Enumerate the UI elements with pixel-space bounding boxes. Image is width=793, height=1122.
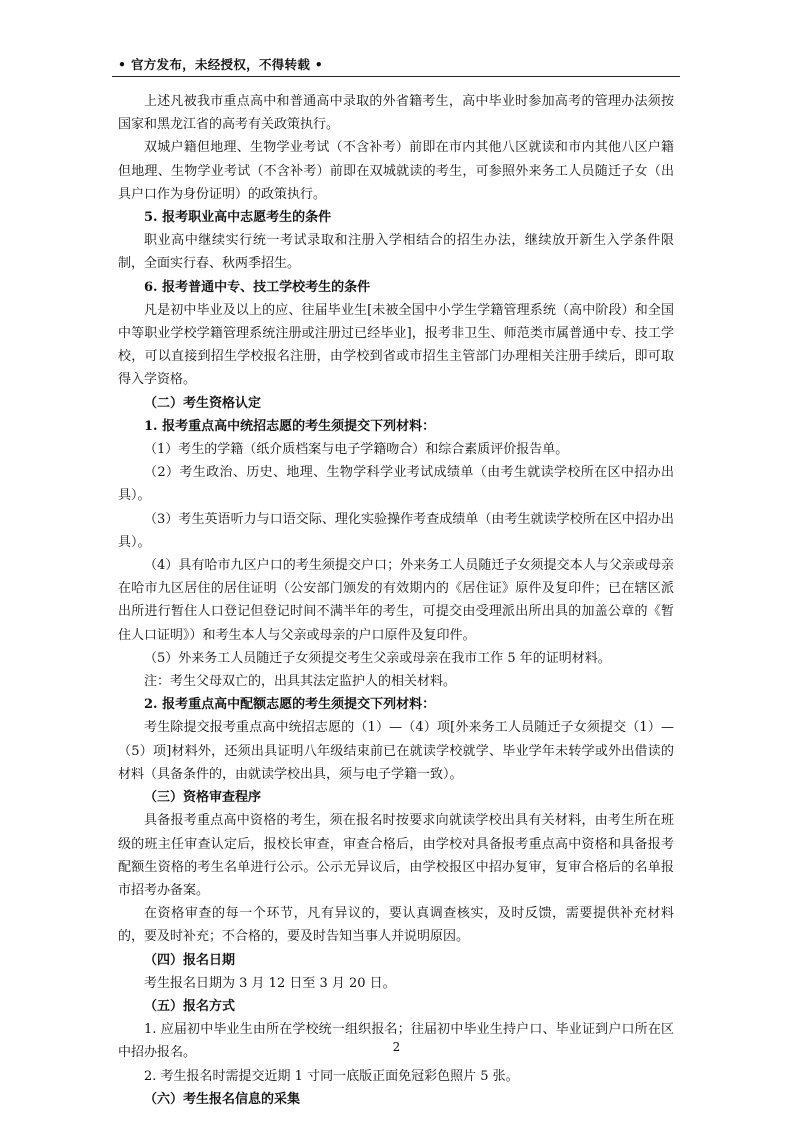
section-heading: （六）考生报名信息的采集 bbox=[144, 1091, 301, 1107]
page-number: 2 bbox=[392, 1040, 401, 1054]
section-heading: （五）报名方式 bbox=[144, 998, 236, 1014]
body-paragraph: 注：考生父母双亡的，出具其法定监护人的相关材料。 bbox=[144, 674, 457, 690]
body-paragraph: （5）外来务工人员随迁子女须提交考生父亲或母亲在我市工作 5 年的证明材料。 bbox=[144, 650, 611, 666]
body-paragraph: 双城户籍但地理、生物学业考试（不含补考）前即在市内其他八区就读和市内其他八区户籍但地理、生物学业考试（不含补考）前即在双城就读的考生，可参照外来务工人员随迁子女（出具户口作为身份证明）的政策执行。 bbox=[118, 140, 674, 202]
body-paragraph: （4）具有哈市九区户口的考生须提交户口；外来务工人员随迁子女须提交本人与父亲或母亲在哈市九区居住的居住证明（公安部门颁发的有效期内的《居住证》原件及复印件；已在辖区派出所进行暂住人口登记但登记时间不满半年的考生，可提交由受理派出所出具的加盖公章的《暂住人口证明》）和考生本人与父亲或母亲的户口原件及复印件。 bbox=[118, 558, 674, 643]
body-paragraph: 职业高中继续实行统一考试录取和注册入学相结合的招生办法，继续放开新生入学条件限制，全面实行春、秋两季招生。 bbox=[118, 233, 674, 272]
body-paragraph: 凡是初中毕业及以上的应、往届毕业生[未被全国中小学生学籍管理系统（高中阶段）和全国中等职业学校学籍管理系统注册或注册过已经毕业]，报考非卫生、师范类市属普通中专、技工学校，可以直接到招生学校报名注册，由学校到省或市招生主管部门办理相关注册手续后，即可取得入学资格。 bbox=[118, 302, 674, 388]
section-heading: 2. 报考重点高中配额志愿的考生须提交下列材料： bbox=[144, 697, 436, 713]
body-paragraph: （2）考生政治、历史、地理、生物学科学业考试成绩单（由考生就读学校所在区中招办出具）。 bbox=[118, 465, 674, 504]
body-paragraph: 考生报名日期为 3 月 12 日至 3 月 20 日。 bbox=[144, 975, 396, 991]
page-header: • 官方发布，未经授权，不得转载 • bbox=[118, 57, 324, 72]
body-paragraph: 1. 应届初中毕业生由所在学校统一组织报名；往届初中毕业生持户口、毕业证到户口所在区中招办报名。 bbox=[118, 1022, 674, 1061]
body-paragraph: 2. 考生报名时需提交近期 1 寸同一底版正面免冠彩色照片 5 张。 bbox=[144, 1068, 519, 1084]
section-heading: （四）报名日期 bbox=[144, 952, 236, 968]
section-heading: （三）资格审查程序 bbox=[144, 790, 262, 806]
body-paragraph: 在资格审查的每一个环节，凡有异议的，要认真调查核实，及时反馈，需要提供补充材料的，要及时补充；不合格的，要及时告知当事人并说明原因。 bbox=[118, 906, 674, 945]
body-paragraph: 具备报考重点高中资格的考生，须在报名时按要求向就读学校出具有关材料，由考生所在班级的班主任审查认定后，报校长审查，审查合格后，由学校对具备报考重点高中资格和具备报考配额生资格的考生名单进行公示。公示无异议后，由学校报区中招办复审，复审合格后的名单报市招考办备案。 bbox=[118, 813, 674, 898]
section-heading: 6. 报考普通中专、技工学校考生的条件 bbox=[144, 279, 371, 295]
body-paragraph: （1）考生的学籍（纸介质档案与电子学籍吻合）和综合素质评价报告单。 bbox=[144, 442, 569, 458]
body-paragraph: 考生除提交报考重点高中统招志愿的（1）—（4）项[外来务工人员随迁子女须提交（1）—（5）项]材料外，还须出具证明八年级结束前已在就读学校就学、毕业学年未转学或外出借读的材料（具备条件的，由就读学校出具，须与电子学籍一致）。 bbox=[118, 720, 674, 782]
section-heading: 5. 报考职业高中志愿考生的条件 bbox=[144, 210, 332, 226]
body-paragraph: 上述凡被我市重点高中和普通高中录取的外省籍考生，高中毕业时参加高考的管理办法须按国家和黑龙江省的高考有关政策执行。 bbox=[118, 94, 674, 133]
document-body bbox=[118, 90, 674, 1111]
header-rule bbox=[112, 76, 680, 77]
body-paragraph: （3）考生英语听力与口语交际、理化实验操作考查成绩单（由考生就读学校所在区中招办出具）。 bbox=[118, 511, 674, 550]
section-heading: 1. 报考重点高中统招志愿的考生须提交下列材料： bbox=[144, 418, 436, 434]
section-heading: （二）考生资格认定 bbox=[144, 395, 262, 411]
